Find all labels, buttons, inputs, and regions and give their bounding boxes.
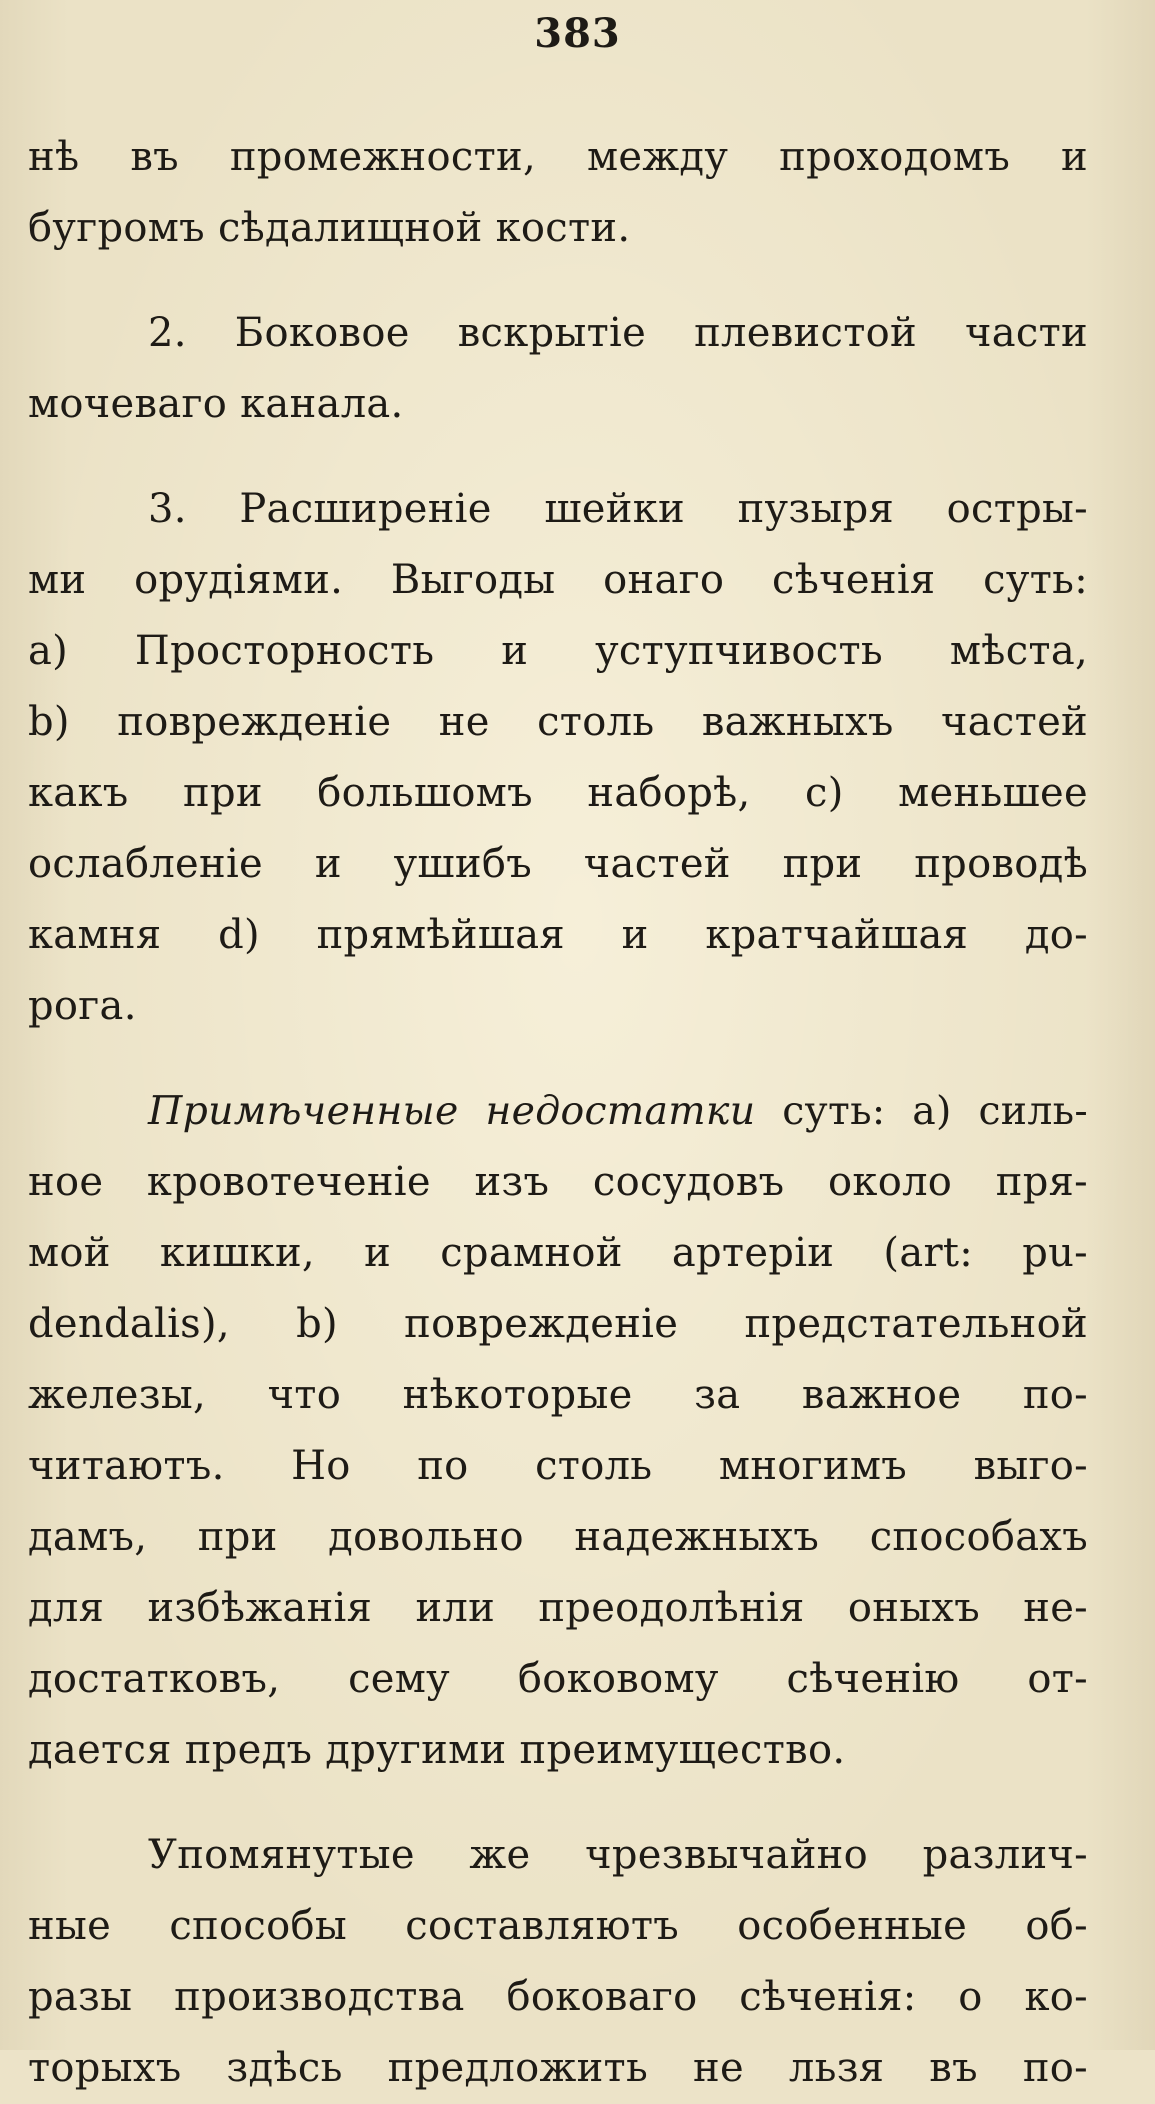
text-line: нѣ въ промежности, между проходомъ и (28, 134, 1088, 180)
text-line: бугромъ сѣдалищной кости. (28, 205, 631, 251)
paragraph-5 (28, 1820, 1088, 2104)
text-line: мой кишки, и срамной артеріи (art: pu- (28, 1230, 1088, 1276)
text-line: 2. Боковое вскрытіе плевистой части (148, 310, 1088, 356)
text-line: Упомянутые же чрезвычайно различ- (148, 1832, 1088, 1878)
text-line: мочеваго канала. (28, 381, 404, 427)
text-line: 3. Расширеніе шейки пузыря остры- (148, 486, 1088, 532)
text-line: камня d) прямѣйшая и кратчайшая до- (28, 912, 1088, 958)
text-line: железы, что нѣкоторые за важное по- (28, 1372, 1088, 1418)
text-line (28, 1076, 1088, 1147)
text-line: ослабленіе и ушибъ частей при проводѣ (28, 841, 1088, 887)
text-line: ное кровотеченіе изъ сосудовъ около пря- (28, 1159, 1088, 1205)
body-text (28, 122, 1088, 2104)
page-number: 383 (534, 10, 621, 57)
text-line: ные способы составляютъ особенные об- (28, 1903, 1088, 1949)
paragraph-3 (28, 474, 1088, 1042)
paragraph-4 (28, 1076, 1088, 1786)
paragraph-2 (28, 298, 1088, 440)
text-line: торыхъ здѣсь предложить не льзя въ по- (28, 2045, 1088, 2091)
text-line: разы производства боковаго сѣченія: о ко- (28, 1974, 1088, 2020)
text-line: b) поврежденіе не столь важныхъ частей (28, 699, 1088, 745)
text-line: dendalis), b) поврежденіе предстательной (28, 1301, 1088, 1347)
text-line: для избѣжанія или преодолѣнія оныхъ не- (28, 1585, 1088, 1631)
text-line: рога. (28, 983, 137, 1029)
text-line: дамъ, при довольно надежныхъ способахъ (28, 1514, 1088, 1560)
text-line: читаютъ. Но по столь многимъ выго- (28, 1443, 1088, 1489)
text-run: суть: a) силь- (755, 1088, 1088, 1134)
text-line: достатковъ, сему боковому сѣченію от- (28, 1656, 1088, 1702)
text-line: какъ при большомъ наборѣ, c) меньшее (28, 770, 1088, 816)
italic-heading: Примѣченные недостатки (148, 1088, 756, 1134)
text-line: ми орудіями. Выгоды онаго сѣченія суть: (28, 557, 1088, 603)
text-line: a) Просторность и уступчивость мѣста, (28, 628, 1088, 674)
paragraph-1 (28, 122, 1088, 264)
text-line: дается предъ другими преимущество. (28, 1727, 846, 1773)
